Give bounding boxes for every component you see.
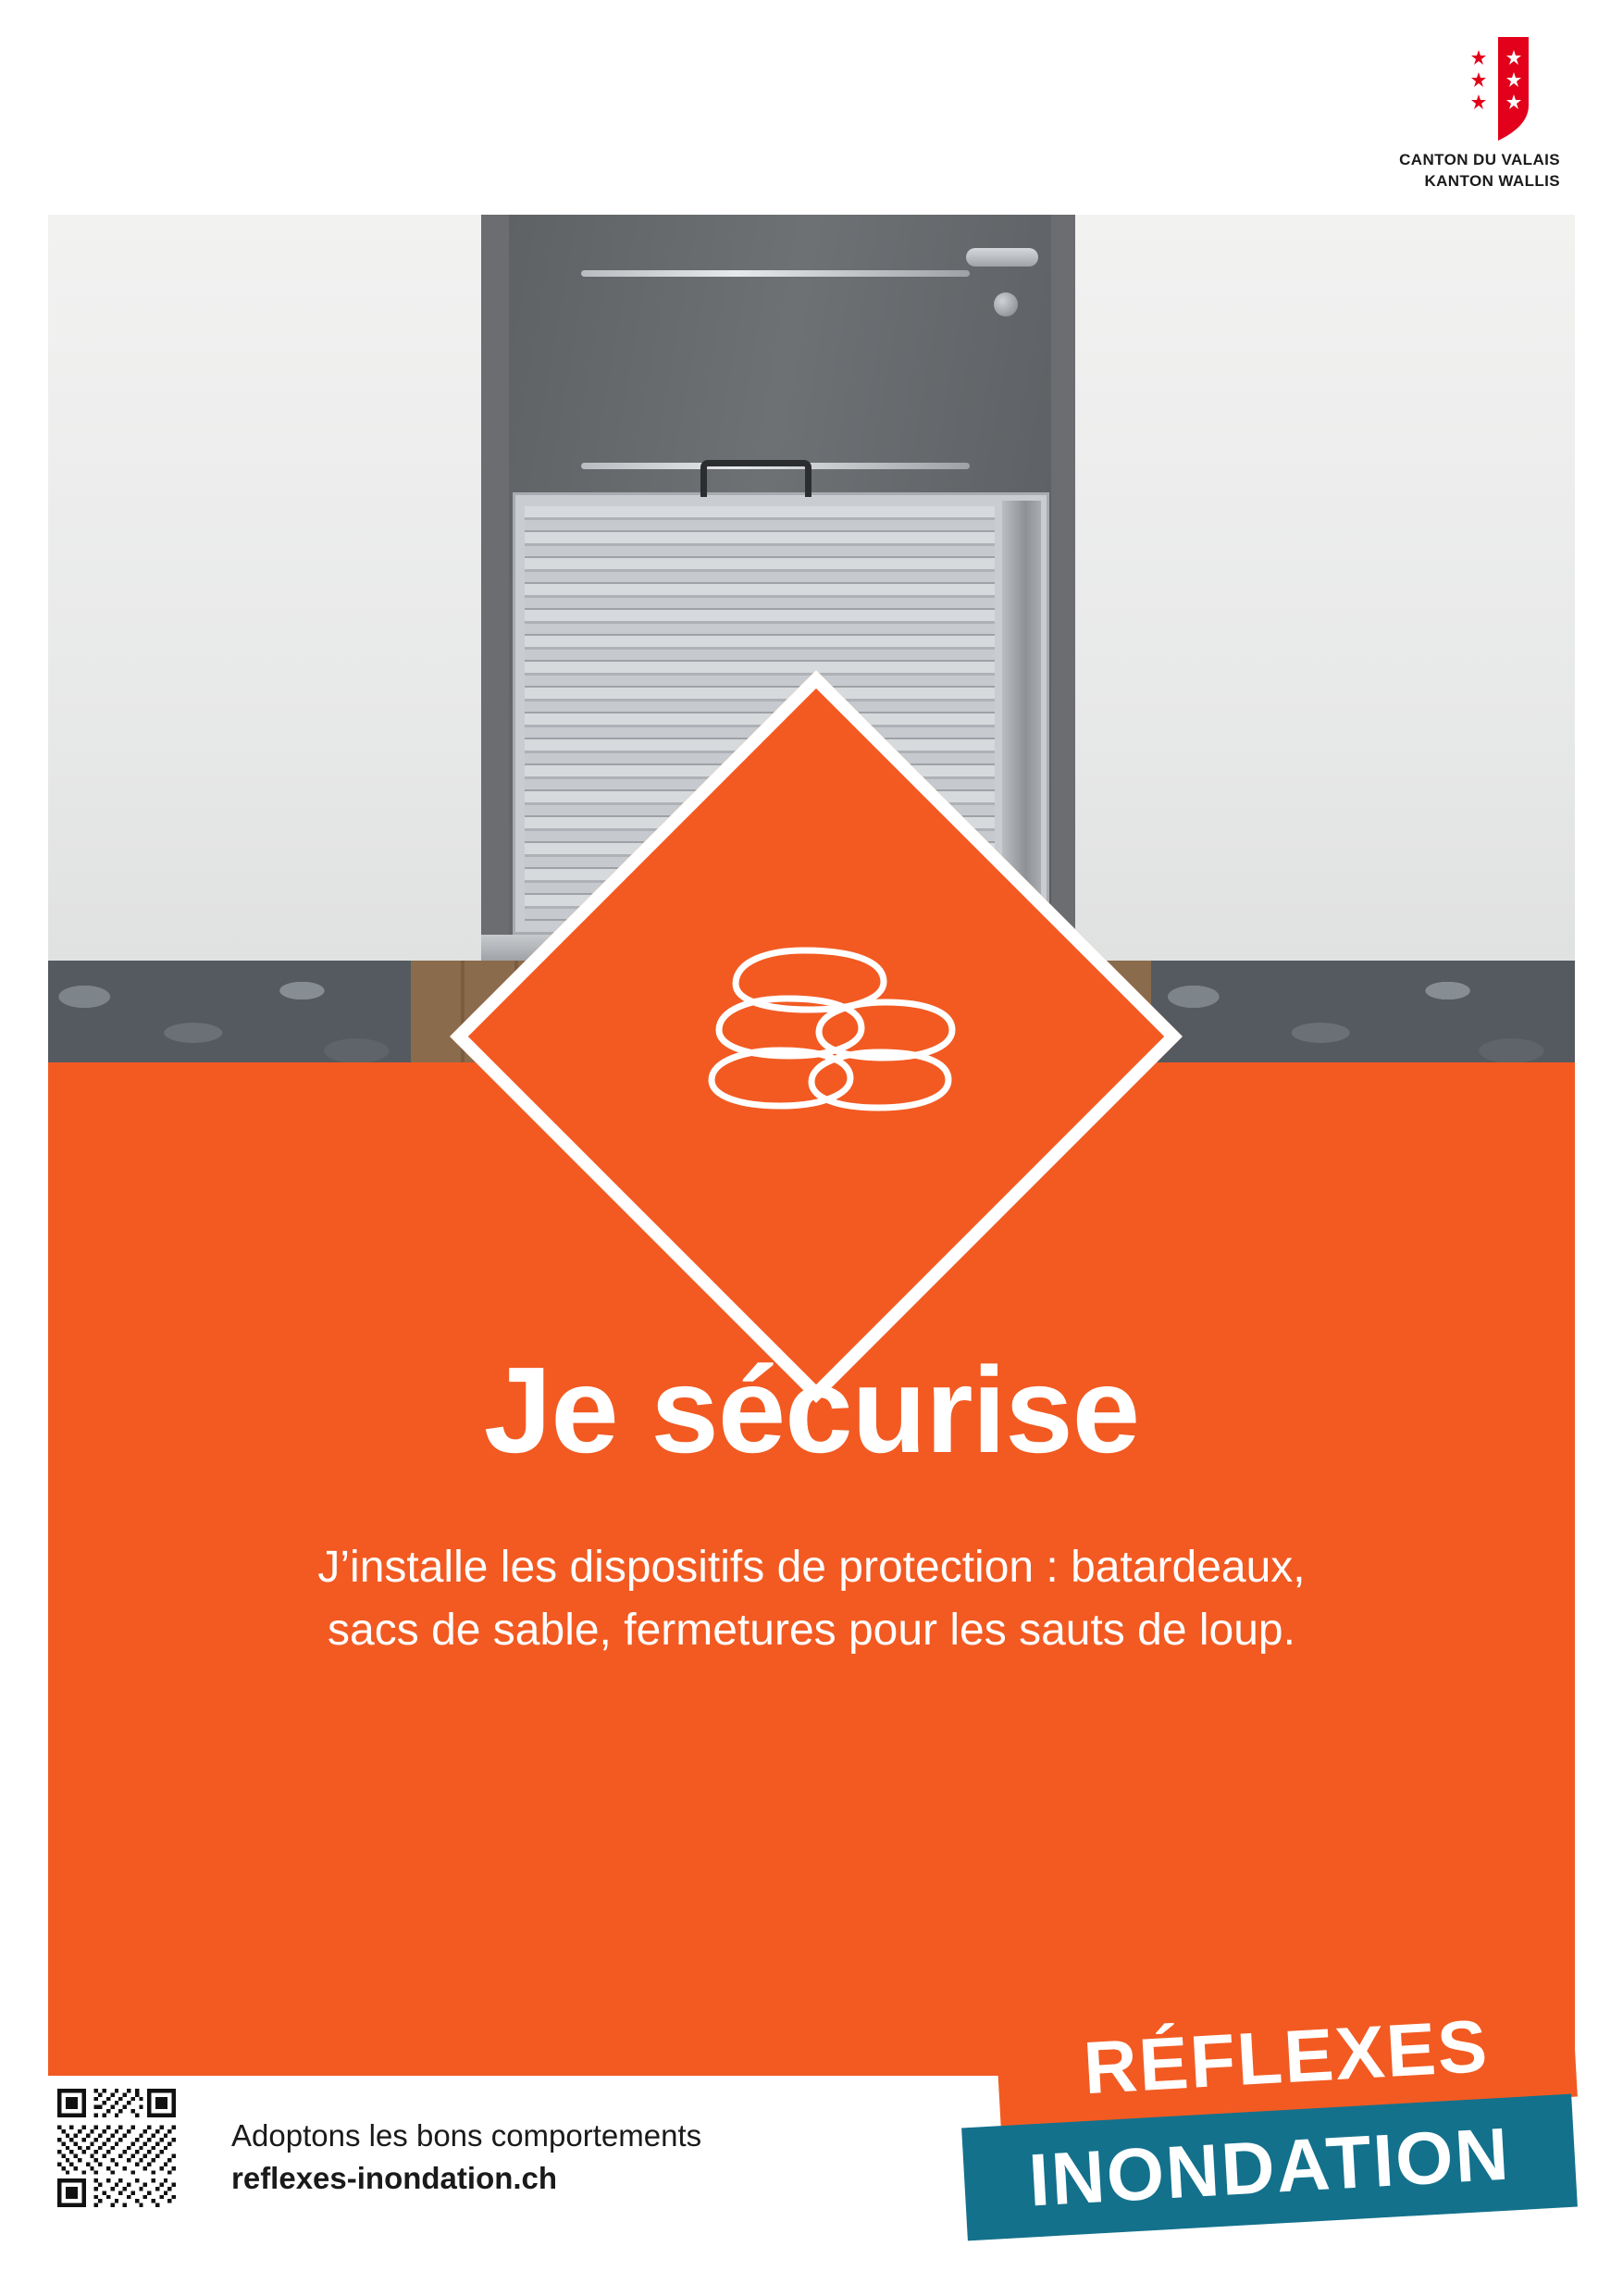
wall-right	[1075, 215, 1575, 1081]
canton-logo-line-fr: CANTON DU VALAIS	[1399, 151, 1560, 168]
valais-shield-icon	[1468, 37, 1529, 141]
wall-left	[48, 215, 481, 1081]
door-handle-icon	[966, 248, 1038, 267]
sandbags-icon	[663, 930, 969, 1143]
footer-website[interactable]: reflexes-inondation.ch	[231, 2161, 558, 2195]
campaign-logo	[964, 2002, 1575, 2233]
sandbags-diamond-inner	[570, 790, 1062, 1283]
canton-logo-text	[1323, 150, 1564, 192]
canton-shield-wrap	[1323, 37, 1564, 141]
page-subtitle: J’installe les dispositifs de protection : batardeaux, sacs de sable, fermetures pour les sauts de loup.	[317, 1543, 1306, 1656]
canton-logo-line-de: KANTON WALLIS	[1424, 171, 1560, 190]
door-lock-icon	[994, 292, 1018, 316]
footer-tagline: Adoptons les bons comportements	[231, 2118, 702, 2153]
canton-logo	[1323, 37, 1564, 192]
campaign-logo-reflexes: RÉFLEXES	[995, 1986, 1578, 2129]
campaign-logo-inondation: INONDATION	[961, 2094, 1578, 2241]
page-title: Je sécurise	[483, 1342, 1140, 1478]
door-trim-bar-upper	[581, 270, 970, 277]
qr-code[interactable]	[57, 2089, 176, 2207]
barrier-handle-icon	[700, 460, 812, 497]
footer	[231, 2118, 701, 2196]
